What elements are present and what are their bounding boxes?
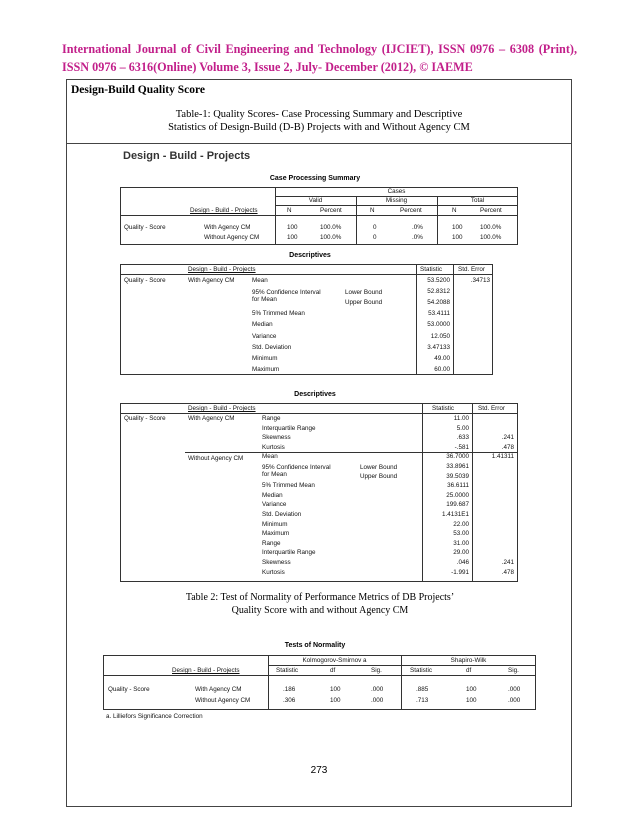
- stat-value: .633: [456, 434, 469, 442]
- variable-label: Quality - Score: [124, 277, 166, 284]
- table-cell: 100: [466, 697, 477, 704]
- stat-value: 22.00: [453, 520, 469, 528]
- table2-caption: [100, 591, 540, 617]
- group-label: With Agency CM: [188, 277, 235, 284]
- n-header: N: [452, 207, 457, 214]
- variable-label: Quality - Score: [124, 224, 166, 231]
- variable-label: Quality - Score: [124, 415, 166, 422]
- statistic-header: Statistic: [432, 405, 455, 412]
- table-row: With Agency CM: [195, 686, 242, 693]
- stat-row-label: Std. Deviation: [252, 343, 292, 351]
- stat-value: 53.0000: [427, 321, 450, 329]
- table-row: Without Agency CM: [204, 234, 260, 241]
- table-cell: 100: [452, 234, 463, 241]
- table-cell: 100.0%: [320, 234, 342, 241]
- table-row: Without Agency CM: [195, 697, 251, 704]
- table1-caption-line1: Table-1: Quality Scores- Case Processing Summary and Descriptive: [175, 109, 463, 120]
- table-cell: .0%: [412, 224, 423, 231]
- std-error-header: Std. Error: [478, 405, 505, 412]
- for-mean-label: for Mean: [262, 471, 287, 478]
- upper-bound-label: Upper Bound: [345, 299, 383, 306]
- table-cell: 100: [330, 686, 341, 693]
- table-cell: .713: [416, 697, 429, 704]
- table1-caption-line2: Statistics of Design-Build (D-B) Projects with and Without Agency CM: [168, 122, 470, 133]
- table-cell: .306: [283, 697, 296, 704]
- page-number: 273: [310, 765, 328, 776]
- table2-caption-line2: Quality Score with and without Agency CM: [231, 605, 409, 616]
- table-cell: 100.0%: [480, 234, 502, 241]
- stat-value: 33.8961: [446, 463, 469, 470]
- cases-header: Cases: [387, 188, 406, 195]
- ci-label: 95% Confidence Interval: [262, 464, 331, 471]
- stat-row-label: 5% Trimmed Mean: [262, 482, 315, 490]
- table-cell: .0%: [412, 234, 423, 241]
- group-col-header: Design - Build - Projects: [190, 207, 258, 214]
- section-header-row: [67, 80, 571, 144]
- std-error-value: .34713: [470, 277, 490, 284]
- normality-footnote: a. Lilliefors Significance Correction: [106, 713, 203, 720]
- std-error-value: .241: [501, 434, 514, 442]
- stat-value: 36.7000: [446, 453, 469, 461]
- stat-value: 11.00: [453, 415, 469, 422]
- journal-header: International Journal of Civil Engineering and Technology (IJCIET), ISSN 0976 – 6308 (Print), ISSN 0976 – 6316(Online) Volume 3, Issue 2, July- December (2012), © IAEME: [62, 42, 577, 74]
- sig-header: Sig.: [508, 667, 519, 674]
- stat-value: 5.00: [456, 424, 469, 432]
- stat-value: 53.4111: [428, 310, 450, 318]
- stat-value: 12.050: [430, 332, 450, 340]
- lower-bound-label: Lower Bound: [345, 289, 383, 296]
- group-label: With Agency CM: [188, 415, 235, 422]
- table-cell: 100: [287, 234, 298, 241]
- stat-row-label: Minimum: [252, 354, 278, 362]
- statistic-header: Statistic: [276, 667, 299, 674]
- stat-row-label: Variance: [252, 332, 277, 340]
- sw-header: Shapiro-Wilk: [450, 657, 487, 664]
- stat-value: 49.00: [434, 354, 450, 362]
- table-cell: 100.0%: [480, 224, 502, 231]
- table-cell: .000: [508, 686, 521, 693]
- stat-value: 53.00: [453, 530, 469, 538]
- stat-row-label: Maximum: [252, 365, 280, 373]
- case-summary-title: Case Processing Summary: [269, 175, 361, 182]
- table2-caption-line1: Table 2: Test of Normality of Performance Metrics of DB Projects’: [185, 592, 455, 603]
- stat-row-label: Skewness: [262, 559, 291, 566]
- std-error-value: .478: [501, 443, 514, 451]
- table-cell: .885: [416, 686, 429, 693]
- lower-bound-label: Lower Bound: [360, 464, 398, 471]
- std-error-value: .241: [501, 559, 514, 566]
- stat-value: -1.991: [451, 568, 469, 576]
- stat-value: 1.4131E1: [442, 511, 469, 518]
- stat-value: 54.2088: [427, 299, 450, 307]
- desc2-title: Descriptives: [294, 391, 336, 398]
- table-cell: 100: [287, 224, 298, 231]
- statistic-header: Statistic: [420, 266, 443, 273]
- stat-value: 31.00: [453, 539, 469, 547]
- stat-row-label: Minimum: [262, 520, 288, 528]
- std-error-header: Std. Error: [458, 266, 485, 273]
- stat-value: .046: [456, 559, 469, 566]
- table-cell: .000: [371, 697, 384, 704]
- ci-label: 95% Confidence Interval: [252, 289, 321, 296]
- spss-title: Design - Build - Projects: [123, 150, 251, 162]
- stat-row-label: Skewness: [262, 434, 291, 442]
- stat-row-label: Interquartile Range: [262, 549, 316, 557]
- stat-row-label: Range: [262, 539, 281, 547]
- stat-value: 60.00: [434, 365, 450, 373]
- section-title: Design-Build Quality Score: [71, 84, 205, 96]
- normality-title: Tests of Normality: [284, 642, 346, 649]
- stat-value: 199.687: [446, 501, 469, 509]
- stat-value: 36.6111: [447, 482, 469, 490]
- stat-row-label: Variance: [262, 501, 287, 509]
- missing-header: Missing: [385, 197, 408, 204]
- stat-row-label: Mean: [262, 453, 278, 461]
- stat-row-label: Maximum: [262, 530, 290, 538]
- variable-label: Quality - Score: [108, 686, 150, 693]
- stat-value: 39.5039: [446, 472, 469, 480]
- stat-value: 53.5200: [427, 277, 450, 284]
- statistic-header: Statistic: [410, 667, 433, 674]
- group-col-header: Design - Build - Projects: [188, 405, 256, 412]
- stat-row-label: Median: [262, 491, 283, 499]
- stat-value: 29.00: [453, 549, 469, 557]
- percent-header: Percent: [400, 207, 422, 214]
- stat-value: 25.0000: [446, 491, 469, 499]
- n-header: N: [370, 207, 375, 214]
- desc1-title: Descriptives: [289, 252, 331, 259]
- group-label: Without Agency CM: [188, 455, 244, 462]
- table-cell: .186: [283, 686, 296, 693]
- stat-row-label: Std. Deviation: [262, 511, 302, 518]
- for-mean-label: for Mean: [252, 296, 277, 303]
- table-cell: 100.0%: [320, 224, 342, 231]
- table-cell: 0: [373, 224, 377, 231]
- stat-row-label: Range: [262, 415, 281, 422]
- stat-row-label: Kurtosis: [262, 443, 285, 451]
- percent-header: Percent: [480, 207, 502, 214]
- df-header: df: [330, 667, 336, 674]
- percent-header: Percent: [320, 207, 342, 214]
- df-header: df: [466, 667, 472, 674]
- valid-header: Valid: [308, 197, 323, 204]
- stat-row-label: 5% Trimmed Mean: [252, 310, 305, 318]
- group-col-header: Design - Build - Projects: [188, 266, 256, 273]
- table-cell: 100: [330, 697, 341, 704]
- stat-value: 52.8312: [427, 288, 450, 296]
- n-header: N: [287, 207, 292, 214]
- table-row: With Agency CM: [204, 224, 251, 231]
- table-cell: 100: [452, 224, 463, 231]
- sig-header: Sig.: [371, 667, 382, 674]
- stat-value: -.581: [454, 443, 469, 451]
- table-cell: .000: [508, 697, 521, 704]
- std-error-value: .478: [501, 568, 514, 576]
- stat-row-label: Mean: [252, 277, 268, 284]
- total-header: Total: [470, 197, 485, 204]
- stat-value: 3.47133: [427, 343, 450, 351]
- ks-header: Kolmogorov-Smirnov a: [302, 657, 367, 664]
- stat-row-label: Median: [252, 321, 273, 329]
- stat-row-label: Interquartile Range: [262, 424, 316, 432]
- std-error-value: 1.41311: [491, 453, 514, 461]
- table1-caption: [67, 108, 571, 134]
- table-cell: 100: [466, 686, 477, 693]
- upper-bound-label: Upper Bound: [360, 473, 398, 480]
- group-col-header: Design - Build - Projects: [172, 667, 240, 674]
- stat-row-label: Kurtosis: [262, 568, 285, 576]
- table-cell: 0: [373, 234, 377, 241]
- table-cell: .000: [371, 686, 384, 693]
